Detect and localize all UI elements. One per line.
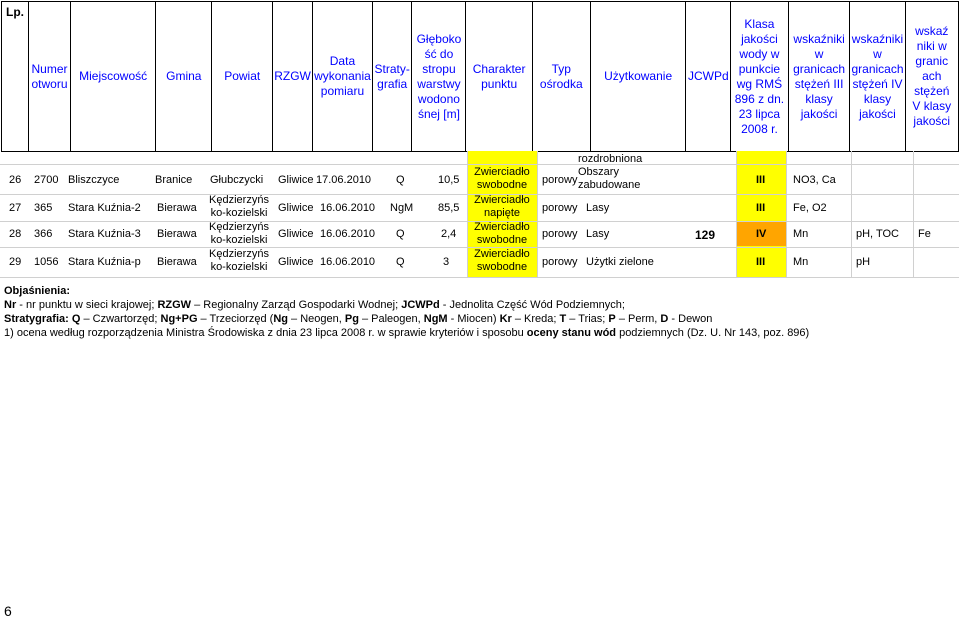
row-gmina: Bierawa: [157, 256, 197, 268]
row-miejscowosc: Stara Kuźnia-p: [68, 256, 141, 268]
header-gmina: Gmina: [156, 2, 212, 152]
row-gmina: Bierawa: [157, 202, 197, 214]
header-glebokosc: Głęboko ść do stropu warstwy wodono śnej [m]: [412, 2, 466, 152]
row-uzytkowanie: Lasy: [586, 228, 610, 240]
row-powiat: Kędzierzyńs ko-kozielski: [209, 248, 269, 273]
row-uzytkowanie: rozdrobniona Obszary zabudowane: [578, 153, 643, 191]
row-rzgw: Gliwice: [278, 174, 314, 186]
row-strat: Q: [396, 174, 405, 186]
header-wskazniki-v: wskaź niki w granic ach stężeń V klasy jakości: [905, 2, 959, 152]
header-rzgw: RZGW: [273, 2, 313, 152]
notes-title: Objaśnienia:: [4, 285, 71, 297]
row-gmina: Bierawa: [157, 228, 197, 240]
header-powiat: Powiat: [212, 2, 273, 152]
row-klasa: III: [756, 256, 766, 268]
row-wsk3: Mn: [793, 256, 809, 268]
row-uzytkowanie: Użytki zielone: [586, 256, 654, 268]
row-nr: 1056: [34, 256, 59, 268]
row-data: 16.06.2010: [320, 202, 376, 214]
row-gmina: Branice: [155, 174, 193, 186]
row-lp: 28: [9, 228, 22, 240]
row-gleb: 2,4: [441, 228, 457, 240]
row-wsk5: Fe: [918, 228, 931, 240]
row-rzgw: Gliwice: [278, 256, 314, 268]
row-data: 16.06.2010: [320, 228, 376, 240]
header-uzytkowanie: Użytkowanie: [590, 2, 686, 152]
row-powiat: Kędzierzyńs ko-kozielski: [209, 221, 269, 246]
row-klasa: III: [756, 174, 766, 186]
header-jcwpd: JCWPd: [686, 2, 731, 152]
row-wsk4: pH, TOC: [856, 228, 899, 240]
row-data: 17.06.2010: [316, 174, 372, 186]
row-nr: 2700: [34, 174, 59, 186]
row-lp: 26: [9, 174, 22, 186]
header-wskazniki-iii: wskaźniki w granicach stężeń III klasy jakości: [788, 2, 850, 152]
row-charakter: Zwierciadło swobodne: [474, 221, 530, 246]
row-miejscowosc: Stara Kuźnia-2: [68, 202, 141, 214]
header-wskazniki-iv: wskaźniki w granicach stężeń IV klasy jakości: [850, 2, 905, 152]
row-klasa: IV: [756, 228, 767, 240]
row-rzgw: Gliwice: [278, 228, 314, 240]
row-miejscowosc: Bliszczyce: [68, 174, 120, 186]
row-typ: porowy: [542, 202, 578, 214]
header-typ: Typ ośrodka: [532, 2, 590, 152]
header-miejscowosc: Miejscowość: [71, 2, 156, 152]
header-data: Data wykonania pomiaru: [312, 2, 372, 152]
header-numer-otworu: Numer otworu: [29, 2, 71, 152]
row-strat: NgM: [390, 202, 414, 214]
row-wsk4: pH: [856, 256, 871, 268]
jcwpd-value: 129: [695, 228, 716, 242]
row-typ: porowy: [542, 228, 578, 240]
row-typ: porowy: [542, 174, 578, 186]
row-charakter: Zwierciadło napięte: [474, 194, 530, 219]
header-charakter: Charakter punktu: [466, 2, 532, 152]
row-wsk3: Fe, O2: [793, 202, 827, 214]
row-nr: 365: [34, 202, 53, 214]
row-powiat: Głubczycki: [210, 174, 264, 186]
row-powiat: Kędzierzyńs ko-kozielski: [209, 194, 269, 219]
row-klasa: III: [756, 202, 766, 214]
notes-line-3: 1) ocena według rozporządzenia Ministra Środowiska z dnia 23 lipca 2008 r. w sprawie kryteriów i sposobu oceny stanu wód podziemnych (Dz. U. Nr 143, poz. 896): [4, 327, 810, 339]
row-strat: Q: [396, 228, 405, 240]
row-miejscowosc: Stara Kuźnia-3: [68, 228, 141, 240]
row-gleb: 10,5: [438, 174, 460, 186]
notes-line-1: Nr - nr punktu w sieci krajowej; RZGW – Regionalny Zarząd Gospodarki Wodnej; JCWPd - Jednolita Część Wód Podziemnych;: [4, 299, 625, 311]
row-lp: 29: [9, 256, 22, 268]
row-typ: porowy: [542, 256, 578, 268]
row-data: 16.06.2010: [320, 256, 376, 268]
header-klasa: Klasa jakości wody w punkcie wg RMŚ 896 z dn. 23 lipca 2008 r.: [731, 2, 789, 152]
row-gleb: 85,5: [438, 202, 460, 214]
row-uzytkowanie: Lasy: [586, 202, 610, 214]
row-wsk3: NO3, Ca: [793, 174, 836, 186]
row-nr: 366: [34, 228, 53, 240]
row-rzgw: Gliwice: [278, 202, 314, 214]
header-stratygrafia: Straty- grafia: [372, 2, 412, 152]
row-charakter: Zwierciadło swobodne: [474, 166, 530, 191]
row-gleb: 3: [443, 256, 450, 268]
row-lp: 27: [9, 202, 22, 214]
page-number: 6: [4, 603, 12, 619]
notes-line-2: Stratygrafia: Q – Czwartorzęd; Ng+PG – Trzeciorzęd (Ng – Neogen, Pg – Paleogen, NgM - Miocen) Kr – Kreda; T – Trias; P – Perm, D - Dewon: [4, 313, 713, 325]
row-wsk3: Mn: [793, 228, 809, 240]
row-charakter: Zwierciadło swobodne: [474, 248, 530, 273]
header-table: [1, 1, 959, 152]
header-lp: Lp.: [2, 2, 29, 152]
row-strat: Q: [396, 256, 405, 268]
